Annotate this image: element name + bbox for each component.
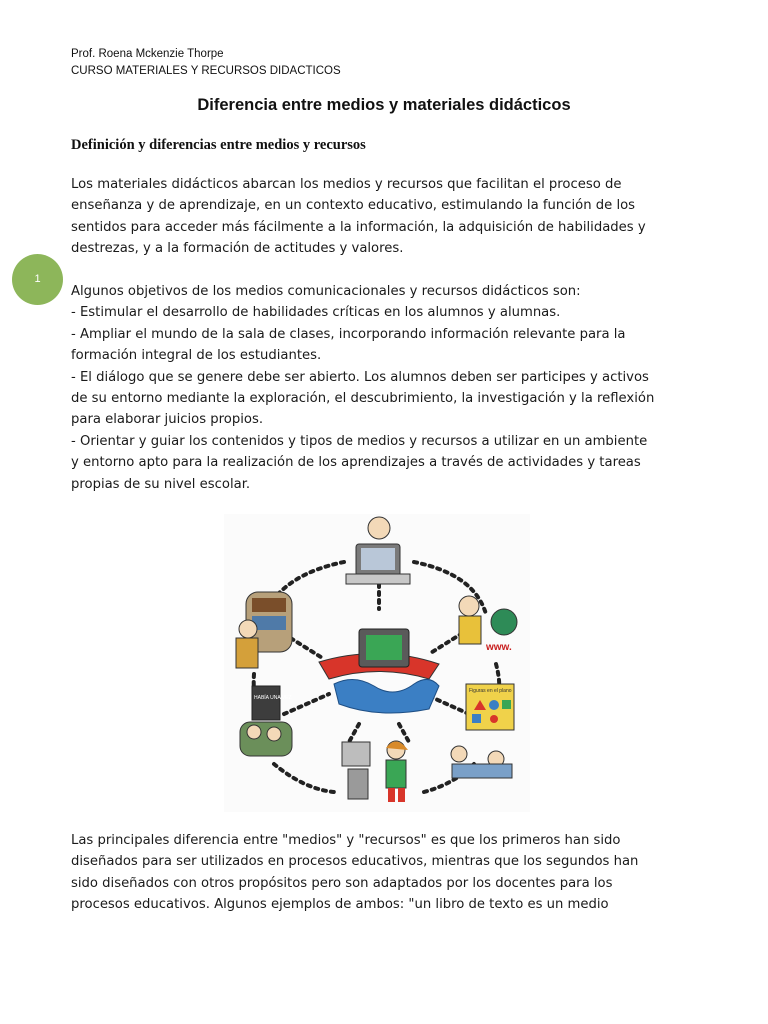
text-line: formación integral de los estudiantes. [71,348,322,364]
text-line: Los materiales didácticos abarcan los medios y recursos que facilitan el proceso de [71,177,622,192]
text-line: - Estimular el desarrollo de habilidades críticas en los alumnos y alumnas. [71,305,561,321]
text-line: enseñanza y de aprendizaje, en un contexto educativo, estimulando la función de los [71,198,636,214]
storybook-label: HABÍA UNA VEZ [254,695,292,701]
document-header [71,46,341,80]
section-subtitle: Definición y diferencias entre medios y recursos [71,137,366,153]
paragraph-definition [71,174,697,260]
board-label: Figuras en el plano [469,688,512,694]
author-name: Prof. Roena Mckenzie Thorpe [71,48,224,60]
text-line: - El diálogo que se genere debe ser abierto. Los alumnos deben ser participes y activos [71,369,649,385]
paragraph-differences [71,830,697,916]
text-line: sido diseñados con otros propósitos pero son adaptados por los docentes para los [71,875,613,891]
text-line: propias de su nivel escolar. [71,476,251,492]
text-line: - Orientar y guiar los contenidos y tipos de medios y recursos a utilizar en un ambiente [71,433,648,449]
text-line: para elaborar juicios propios. [71,412,264,428]
media-resources-illustration [224,514,530,812]
course-name: CURSO MATERIALES Y RECURSOS DIDACTICOS [71,65,341,77]
text-line: Algunos objetivos de los medios comunicacionales y recursos didácticos son: [71,284,581,299]
paragraph-objectives [71,281,697,495]
www-label: www. [486,642,512,653]
page-number-badge: 1 [12,254,63,305]
text-line: procesos educativos. Algunos ejemplos de ambos: "un libro de texto es un medio [71,897,609,913]
text-line: Las principales diferencia entre "medios" y "recursos" es que los primeros han sido [71,833,621,848]
text-line: diseñados para ser utilizados en procesos educativos, mientras que los segundos han [71,854,639,870]
text-line: destrezas, y a la formación de actitudes y valores. [71,241,404,257]
text-line: sentidos para acceder más fácilmente a la información, la adquisición de habilidades y [71,219,646,235]
text-line: y entorno apto para la realización de los aprendizajes a través de actividades y tareas [71,455,641,471]
document-title: Diferencia entre medios y materiales didácticos [197,96,571,114]
text-line: - Ampliar el mundo de la sala de clases, incorporando información relevante para la [71,326,626,342]
text-line: de su entorno mediante la exploración, el descubrimiento, la investigación y la reflexión [71,391,655,407]
